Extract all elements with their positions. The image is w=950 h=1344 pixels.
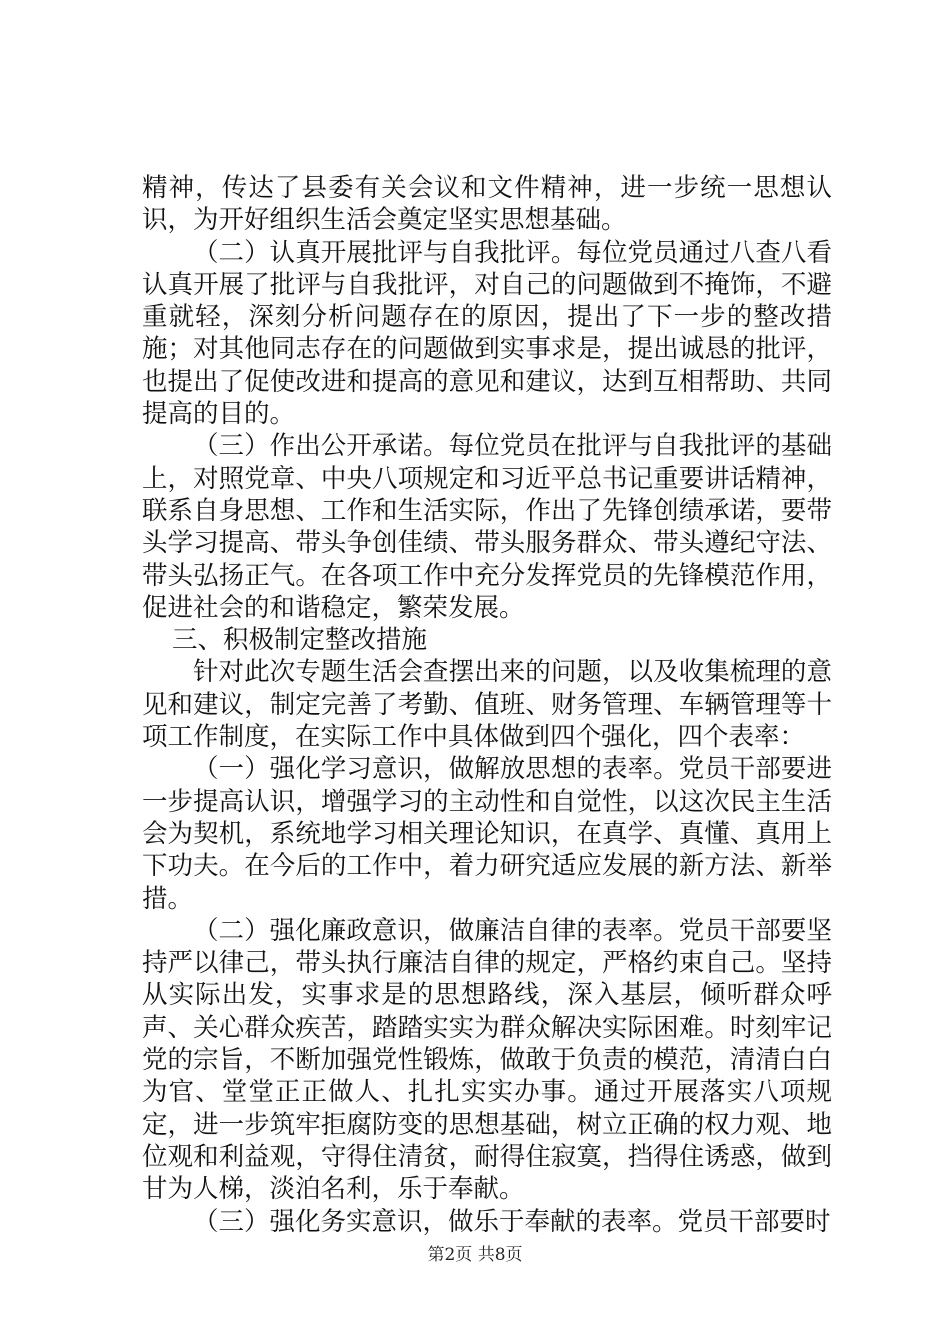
paragraph-6: （二）强化廉政意识，做廉洁自律的表率。党员干部要坚持严以律己，带头执行廉洁自律的规定，严格约束自己。坚持从实际出发，实事求是的思想路线，深入基层，倾听群众呼声、关心群众疾苦，踏踏实实为群众解决实际困难。时刻牢记党的宗旨，不断加强党性锻炼，做敢于负责的模范，清清白白为官、堂堂正正做人、扎扎实实办事。通过开展落实八项规定，进一步筑牢拒腐防变的思想基础，树立正确的权力观、地位观和利益观，守得住清贫，耐得住寂寞，挡得住诱惑，做到甘为人梯，淡泊名利，乐于奉献。 [142,915,832,1205]
paragraph-5: （一）强化学习意识，做解放思想的表率。党员干部要进一步提高认识，增强学习的主动性和自觉性，以这次民主生活会为契机，系统地学习相关理论知识，在真学、真懂、真用上下功夫。在今后的工作中，着力研究适应发展的新方法、新举措。 [142,754,832,914]
paragraph-7: （三）强化务实意识，做乐于奉献的表率。党员干部要时 [193,1206,831,1237]
document-body [142,172,832,1238]
section-heading: 三、积极制定整改措施 [172,625,428,656]
paragraph-2: （二）认真开展批评与自我批评。每位党员通过八查八看认真开展了批评与自我批评，对自己的问题做到不掩饰，不避重就轻，深刻分析问题存在的原因，提出了下一步的整改措施；对其他同志存在的问题做到实事求是，提出诚恳的批评，也提出了促使改进和提高的意见和建议，达到互相帮助、共同提高的目的。 [142,237,832,430]
paragraph-1: 精神，传达了县委有关会议和文件精神，进一步统一思想认识，为开好组织生活会奠定坚实思想基础。 [142,173,832,236]
page-number-footer: 第2页 共8页 [427,1245,523,1265]
paragraph-4: 针对此次专题生活会查摆出来的问题，以及收集梳理的意见和建议，制定完善了考勤、值班、财务管理、车辆管理等十项工作制度，在实际工作中具体做到四个强化，四个表率： [142,657,832,753]
paragraph-3: （三）作出公开承诺。每位党员在批评与自我批评的基础上，对照党章、中央八项规定和习近平总书记重要讲话精神，联系自身思想、工作和生活实际，作出了先锋创绩承诺，要带头学习提高、带头争创佳绩、带头服务群众、带头遵纪守法、带头弘扬正气。在各项工作中充分发挥党员的先锋模范作用，促进社会的和谐稳定，繁荣发展。 [142,431,832,623]
